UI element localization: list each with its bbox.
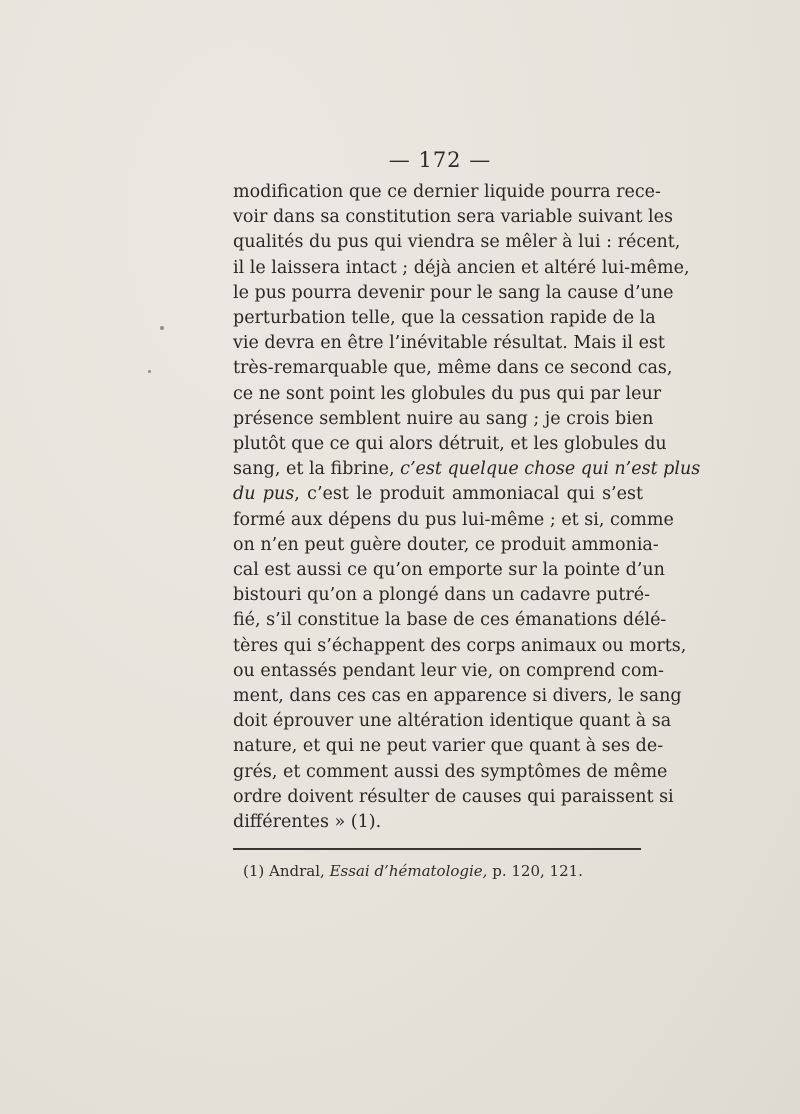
body-text <box>233 180 701 835</box>
text-line: vie devra en être l’inévitable résultat. Mais il est <box>233 333 665 354</box>
text-line: doit éprouver une altération identique quant à sa <box>233 711 672 732</box>
text-line: grés, et comment aussi des symptômes de même <box>233 761 668 782</box>
italic-quote: c’est quelque chose qui n’est plus <box>400 459 701 480</box>
text-line: sang, et la fibrine, c’est quelque chose qui n’est plus <box>233 459 701 480</box>
text-line: ou entassés pendant leur vie, on comprend com- <box>233 660 664 681</box>
footnote <box>243 862 583 880</box>
text-line: tères qui s’échappent des corps animaux ou morts, <box>233 635 687 656</box>
text-line: différentes » (1). <box>233 812 382 833</box>
footnote-title: Essai d’hématologie, <box>329 862 488 880</box>
text-line: très-remarquable que, même dans ce second cas, <box>233 358 673 379</box>
page-number: — 172 — <box>388 148 492 172</box>
text-line: bistouri qu’on a plongé dans un cadavre putré- <box>233 585 651 606</box>
text-line: le pus pourra devenir pour le sang la cause d’une <box>233 282 674 303</box>
text-line: présence semblent nuire au sang ; je crois bien <box>233 408 654 429</box>
text-line: qualités du pus qui viendra se mêler à lui : récent, <box>233 232 681 253</box>
text-line: ment, dans ces cas en apparence si divers, le sang <box>233 686 682 707</box>
text-line: formé aux dépens du pus lui-même ; et si, comme <box>233 509 674 530</box>
text-line: ce ne sont point les globules du pus qui par leur <box>233 383 662 404</box>
text-line: perturbation telle, que la cessation rapide de la <box>233 308 656 329</box>
text-line: plutôt que ce qui alors détruit, et les globules du <box>233 434 667 455</box>
text-line: ordre doivent résulter de causes qui paraissent si <box>233 786 674 807</box>
paper-spot <box>160 326 164 330</box>
paper-spot <box>148 370 151 373</box>
text-line: cal est aussi ce qu’on emporte sur la pointe d’un <box>233 560 665 581</box>
footnote-pages: p. 120, 121. <box>492 862 583 880</box>
footnote-marker: (1) <box>243 862 265 880</box>
footnote-author: Andral, <box>269 862 325 880</box>
text-line: nature, et qui ne peut varier que quant à ses de- <box>233 736 664 757</box>
footnote-rule <box>233 848 641 850</box>
italic-quote: du pus <box>233 484 295 505</box>
text-line: il le laissera intact ; déjà ancien et altéré lui-même, <box>233 257 690 278</box>
text-line: du pus, c’est le produit ammoniacal qui s’est <box>233 484 643 505</box>
text-line: modification que ce dernier liquide pourra rece- <box>233 182 661 202</box>
text-line: on n’en peut guère douter, ce produit ammonia- <box>233 534 659 555</box>
text-line: fié, s’il constitue la base de ces émanations délé- <box>233 610 667 631</box>
text-line: voir dans sa constitution sera variable suivant les <box>233 207 673 228</box>
